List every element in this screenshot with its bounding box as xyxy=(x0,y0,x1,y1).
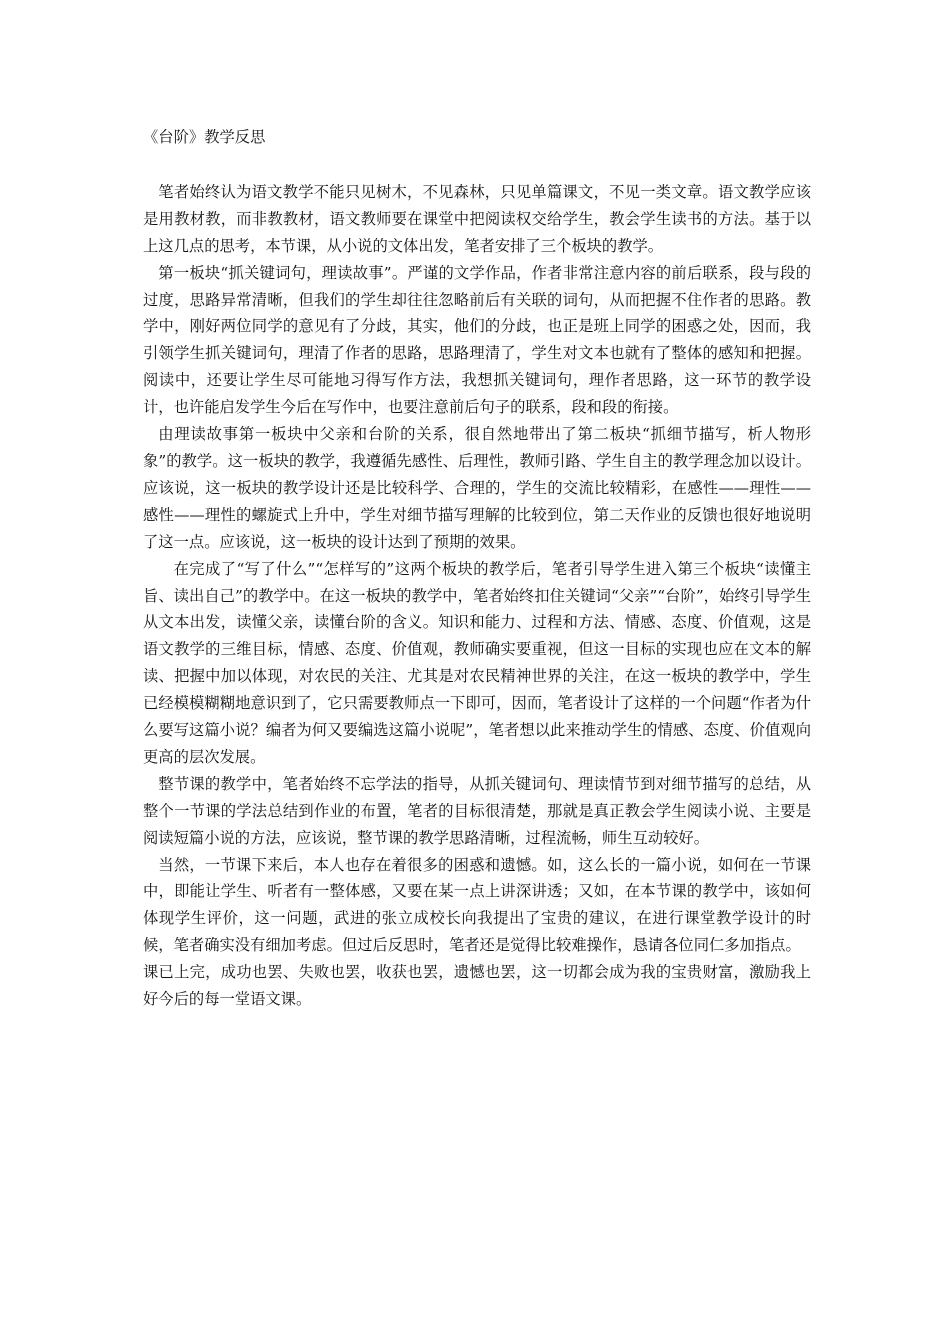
document-title: 《台阶》教学反思 xyxy=(143,128,266,146)
document-page xyxy=(143,124,811,1013)
paragraph-section-three: 在完成了“写了什么”“怎样写的”这两个板块的教学后，笔者引导学生进入第三个板块“读懂主旨、读出自己”的教学中。在这一板块的教学中，笔者始终扣住关键词“父亲”“台阶”，始终引导学生从文本出发，读懂父亲，读懂台阶的含义。知识和能力、过程和方法、情感、态度、价值观，这是语文教学的三维目标，情感、态度、价值观，教师确实要重视，但这一目标的实现也应在文本的解读、把握中加以体现，对农民的关注、尤其是对农民精神世界的关注，在这一板块的教学中，学生已经模模糊糊地意识到了，它只需要教师点一下即可，因而，笔者设计了这样的一个问题“作者为什么要写这篇小说？编者为何又要编选这篇小说呢”，笔者想以此来推动学生的情感、态度、价值观向更高的层次发展。 xyxy=(143,559,811,766)
paragraph-section-one: 第一板块“抓关键词句，理读故事”。严谨的文学作品，作者非常注意内容的前后联系，段与段的过度，思路异常清晰，但我们的学生却往往忽略前后有关联的词句，从而把握不住作者的思路。教学中，刚好两位同学的意见有了分歧，其实，他们的分歧，也正是班上同学的困惑之处，因而，我引领学生抓关键词句，理清了作者的思路，思路理清了，学生对文本也就有了整体的感知和把握。阅读中，还要让学生尽可能地习得写作方法，我想抓关键词句，理作者思路，这一环节的教学设计，也许能启发学生今后在写作中，也要注意前后句子的联系，段和段的衔接。 xyxy=(143,263,811,417)
paragraph-section-two: 由理读故事第一板块中父亲和台阶的关系，很自然地带出了第二板块“抓细节描写，析人物形象”的教学。这一板块的教学，我遵循先感性、后理性，教师引路、学生自主的教学理念加以设计。应该说，这一板块的教学设计还是比较科学、合理的，学生的交流比较精彩，在感性——理性——感性——理性的螺旋式上升中，学生对细节描写理解的比较到位，第二天作业的反馈也很好地说明了这一点。应该说，这一板块的设计达到了预期的效果。 xyxy=(143,425,811,551)
paragraph-reflection: 当然，一节课下来后，本人也存在着很多的困惑和遗憾。如，这么长的一篇小说，如何在一节课中，即能让学生、听者有一整体感，又要在某一点上讲深讲透；又如，在本节课的教学中，该如何体现学生评价，这一问题，武进的张立成校长向我提出了宝贵的建议，在进行课堂教学设计的时候，笔者确实没有细加考虑。但过后反思时，笔者还是觉得比较难操作，恳请各位同仁多加指点。 xyxy=(143,855,811,955)
paragraph-intro: 笔者始终认为语文教学不能只见树木，不见森林，只见单篇课文，不见一类文章。语文教学应该是用教材教，而非教教材，语文教师要在课堂中把阅读权交给学生，教会学生读书的方法。基于以上这几点的思考，本节课，从小说的文体出发，笔者安排了三个板块的教学。 xyxy=(143,182,811,255)
paragraph-method-summary: 整节课的教学中，笔者始终不忘学法的指导，从抓关键词句、理读情节到对细节描写的总结，从整个一节课的学法总结到作业的布置，笔者的目标很清楚，那就是真正教会学生阅读小说、主要是阅读短篇小说的方法，应该说，整节课的教学思路清晰，过程流畅，师生互动较好。 xyxy=(143,774,811,847)
paragraph-closing: 课已上完，成功也罢、失败也罢，收获也罢，遗憾也罢，这一切都会成为我的宝贵财富，激励我上好今后的每一堂语文课。 xyxy=(143,963,811,1009)
